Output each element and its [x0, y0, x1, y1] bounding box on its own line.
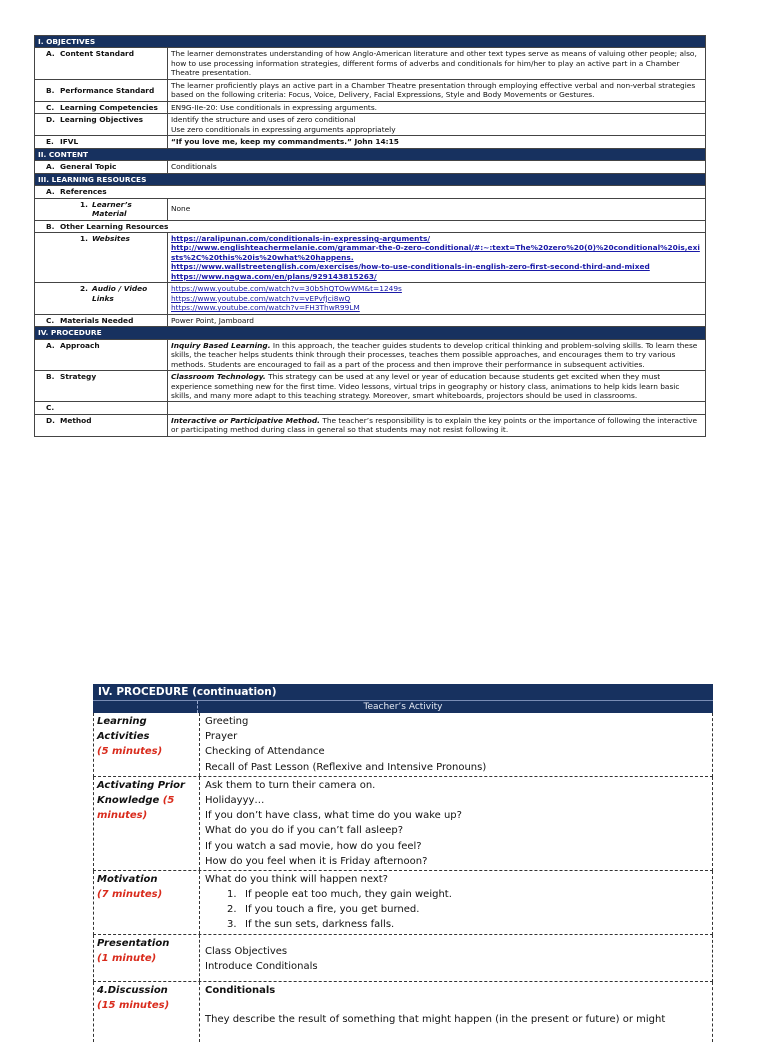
list-item: Ask them to turn their camera on. [205, 779, 376, 791]
label-learning-activities: Learning [97, 716, 147, 727]
label-presentation: Presentation [97, 937, 170, 949]
list-item: 3. If the sun sets, darkness falls. [227, 919, 395, 931]
websites-links [168, 232, 706, 282]
row-motivation: Motivation (7 minutes) What do you think will happen next? 1. If people eat too much, they gain weight. 2. If you touch a fire, you get burned. 3. If the sun sets, darkness falls. [93, 871, 713, 935]
website-link[interactable]: https://aralipunan.com/conditionals-in-expressing-arguments/ [171, 233, 431, 243]
website-link[interactable]: https://www.nagwa.com/en/plans/929143815263/ [171, 271, 377, 281]
list-item: Class Objectives [205, 945, 288, 957]
row-learning-competencies: C. Learning Competencies EN9G-IIe-20: Use conditionals in expressing arguments. [35, 101, 706, 113]
learners-material-text: None [168, 198, 706, 220]
list-item: Prayer [205, 731, 238, 743]
row-performance-standard: B. Performance Standard The learner proficiently plays an active part in a Chamber Theatre presentation through employing effective verbal and non-verbal strategies based on the following criteria: Focus, Voice, Delivery, Facial Expressions, Style and Body Movements or Gestures. [35, 79, 706, 101]
label-ifvl: IFVL [60, 137, 79, 147]
section-header-procedure: IV. PROCEDURE [35, 327, 706, 339]
procedure-continuation-table [93, 684, 713, 1042]
row-references: A. References [35, 186, 706, 198]
learning-competencies-text: EN9G-IIe-20: Use conditionals in expressing arguments. [168, 101, 706, 113]
general-topic-text: Conditionals [168, 161, 706, 173]
teachers-activity-column-header: Teacher’s Activity [93, 700, 713, 713]
row-general-topic: A. General Topic Conditionals [35, 161, 706, 173]
label-general-topic: General Topic [60, 162, 117, 172]
label-performance-standard: Performance Standard [60, 85, 155, 95]
list-item: Checking of Attendance [205, 746, 325, 758]
label-learning-competencies: Learning Competencies [60, 102, 158, 112]
row-discussion: 4.Discussion (15 minutes) Conditionals They describe the result of something that might happen (in the present or future) or might [93, 982, 713, 1042]
row-strategy: B. Strategy Classroom Technology. This strategy can be used at any level or year of education because students get excited when they must experience something new for the first time. Video lessons, virtual trips in geography or history class, animations to help kids learn basic skills, and many more adapt to this teaching strategy. Moreover, smart whiteboards, projectors should be used in classrooms. [35, 371, 706, 402]
row-content-standard: A. Content Standard The learner demonstrates understanding of how Anglo-American literature and other text types serve as means of valuing other people; also, how to use processing information strategies, different forms of adverbs and conditionals for him/her to play an active part in a Chamber Theatre presentation. [35, 48, 706, 79]
discussion-text: They describe the result of something that might happen (in the present or future) or might [205, 1014, 666, 1026]
list-item: How do you feel when it is Friday afternoon? [205, 855, 428, 867]
label-other-resources: Other Learning Resources [60, 221, 169, 231]
row-audio-video: 2. Audio / Video Links https://www.youtube.com/watch?v=30b5hQTOwWM&t=1249s https://www.youtube.com/watch?v=vEPvfJci8wQ https://www.youtube.com/watch?v=FH3ThwR99LM [35, 283, 706, 314]
objectives-table [34, 35, 706, 437]
row-ifvl: E. IFVL “If you love me, keep my commandments.” John 14:15 [35, 136, 706, 148]
row-materials: C. Materials Needed Power Point, Jamboard [35, 314, 706, 326]
row-learning-activities: Learning Activities (5 minutes) Greeting Prayer Checking of Attendance Recall of Past Lesson (Reflexive and Intensive Pronouns) [93, 713, 713, 777]
list-item: 2. If you touch a fire, you get burned. [227, 904, 420, 916]
video-link[interactable]: https://www.youtube.com/watch?v=FH3ThwR99LM [171, 303, 360, 313]
list-item: What do you do if you can’t fall asleep? [205, 825, 404, 837]
content-standard-text: The learner demonstrates understanding of how Anglo-American literature and other text types serve as means of valuing other people; also, how to use processing information strategies, different forms of adverbs and conditionals for him/her to play an active part in a Chamber Theatre presentation. [168, 48, 706, 79]
approach-text: Inquiry Based Learning. In this approach, the teacher guides students to develop critical thinking and problem-solving skills. To learn these skills, the teacher helps students think through their processes, teaches them possible approaches, and encourages them to try various methods. Students are encouraged to fail as a part of the process and then improve their performance in subsequent activities. [168, 339, 706, 370]
label-method: Method [60, 415, 92, 425]
list-item: If you watch a sad movie, how do you feel? [205, 840, 422, 852]
label-materials: Materials Needed [60, 315, 134, 325]
label-approach: Approach [60, 340, 100, 350]
procedure-continuation-header: IV. PROCEDURE (continuation) [93, 684, 713, 700]
label-discussion: 4.Discussion [97, 985, 168, 996]
row-prior-knowledge: Activating Prior Knowledge (5 minutes) Ask them to turn their camera on. Holidayyy… If you don’t have class, what time do you wake up? What do you do if you can’t fall asleep? If you watch a sad movie, how do you feel? How do you feel when it is Friday afternoon? [93, 777, 713, 871]
ifvl-text: “If you love me, keep my commandments.” John 14:15 [168, 136, 706, 148]
motivation-question: What do you think will happen next? [205, 873, 388, 885]
video-link[interactable]: https://www.youtube.com/watch?v=30b5hQTOwWM&t=1249s [171, 284, 402, 294]
list-item: Recall of Past Lesson (Reflexive and Intensive Pronouns) [205, 761, 487, 773]
method-text: Interactive or Participative Method. The teacher’s responsibility is to explain the key points or the importance of following the interactive or participating method during class in general so that students may not resist following it. [168, 414, 706, 436]
materials-text: Power Point, Jamboard [168, 314, 706, 326]
video-link[interactable]: https://www.youtube.com/watch?v=vEPvfJci8wQ [171, 293, 351, 303]
list-item: 1. If people eat too much, they gain weight. [227, 889, 452, 901]
row-learners-material: 1. Learner’s Material None [35, 198, 706, 220]
row-presentation: Presentation (1 minute) Class Objectives Introduce Conditionals [93, 935, 713, 982]
label-websites: Websites [92, 233, 130, 243]
strategy-text: Classroom Technology. This strategy can be used at any level or year of education because students get excited when they must experience something new for the first time. Video lessons, virtual trips in geography or history class, animations to help kids learn basic skills, and many more adapt to this teaching strategy. Moreover, smart whiteboards, projectors should be used in classrooms. [168, 371, 706, 402]
label-strategy: Strategy [60, 372, 97, 382]
list-item: If you don’t have class, what time do you wake up? [205, 810, 462, 822]
row-learning-objectives: D. Learning Objectives Identify the structure and uses of zero conditional Use zero conditionals in expressing arguments appropriately [35, 114, 706, 136]
label-prior-knowledge: Activating Prior [97, 779, 185, 791]
list-item: Greeting [205, 716, 249, 727]
label-learners-material: Learner’s Material [92, 199, 132, 219]
audio-video-links [168, 283, 706, 314]
row-c-empty: C. [35, 402, 706, 414]
list-item: Holidayyy… [205, 794, 265, 806]
section-header-content: II. CONTENT [35, 148, 706, 160]
list-item: Introduce Conditionals [205, 960, 318, 972]
section-header-objectives: I. OBJECTIVES [35, 36, 706, 48]
website-link[interactable]: https://www.wallstreetenglish.com/exercises/how-to-use-conditionals-in-english-zero-first-second-third-and-mixed [171, 262, 650, 272]
label-learning-objectives: Learning Objectives [60, 115, 144, 125]
row-method: D. Method Interactive or Participative Method. The teacher’s responsibility is to explain the key points or the importance of following the interactive or participating method during class in general so that students may not resist following it. [35, 414, 706, 436]
label-audio-video: Audio / Video Links [92, 284, 148, 303]
label-content-standard: Content Standard [60, 49, 134, 59]
section-header-resources: III. LEARNING RESOURCES [35, 173, 706, 185]
performance-standard-text: The learner proficiently plays an active part in a Chamber Theatre presentation through employing effective verbal and non-verbal strategies based on the following criteria: Focus, Voice, Delivery, Facial Expressions, Style and Body Movements or Gestures. [168, 79, 706, 101]
row-other-resources: B. Other Learning Resources [35, 220, 706, 232]
row-websites: 1. Websites https://aralipunan.com/conditionals-in-expressing-arguments/ http://www.englishteachermelanie.com/grammar-the-0-zero-conditional/#:~:text=The%20zero%20(0)%20conditional%20is,exists%2C%20this%20is%20what%20happens. https://www.wallstreetenglish.com/exercises/how-to-use-conditionals-in-english-zero-first-second-third-and-mixed https://www.nagwa.com/en/plans/929143815263/ [35, 232, 706, 282]
website-link[interactable]: http://www.englishteachermelanie.com/grammar-the-0-zero-conditional/#:~:text=The%20zero%20(0)%20conditional%20is,exists%2C%20this%20is%20what%20happens. [171, 243, 700, 262]
label-motivation: Motivation [97, 873, 158, 885]
row-approach: A. Approach Inquiry Based Learning. In this approach, the teacher guides students to develop critical thinking and problem-solving skills. To learn these skills, the teacher helps students think through their processes, teaches them possible approaches, and encourages them to try various methods. Students are encouraged to fail as a part of the process and then improve their performance in subsequent activities. [35, 339, 706, 370]
discussion-title: Conditionals [205, 985, 276, 996]
label-references: References [60, 187, 107, 197]
learning-objectives-text: Identify the structure and uses of zero conditional Use zero conditionals in expressing arguments appropriately [168, 114, 706, 136]
